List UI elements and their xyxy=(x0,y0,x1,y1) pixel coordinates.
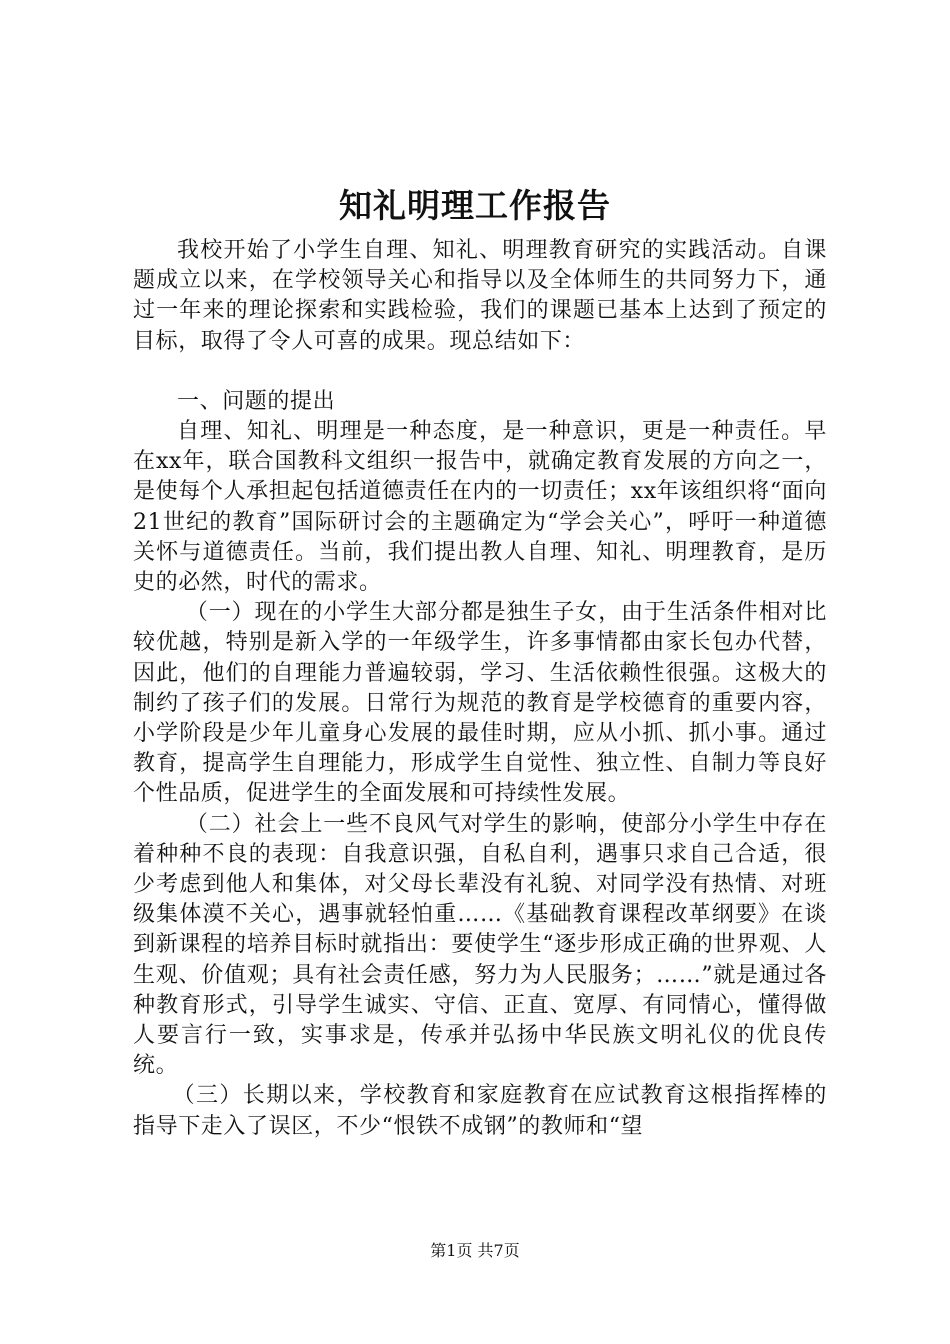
section-heading-problem: 一、问题的提出 xyxy=(177,388,336,414)
paragraph-point-one: （一）现在的小学生大部分都是独生子女，由于生活条件相对比较优越，特别是新入学的一年级学生，许多事情都由家长包办代替，因此，他们的自理能力普遍较弱，学习、生活依赖性很强。这极大的制约了孩子们的发展。日常行为规范的教育是学校德育的重要内容，小学阶段是少年儿童身心发展的最佳时期，应从小抓、抓小事。通过教育，提高学生自理能力，形成学生自觉性、独立性、自制力等良好个性品质，促进学生的全面发展和可持续性发展。 xyxy=(133,600,827,807)
document-title: 知礼明理工作报告 xyxy=(339,186,611,225)
paragraph-point-three: （三）长期以来，学校教育和家庭教育在应试教育这根指挥棒的指导下走入了误区，不少“恨铁不成钢”的教师和“望 xyxy=(133,1083,827,1139)
document-body xyxy=(133,236,827,1142)
intro-paragraph: 我校开始了小学生自理、知礼、明理教育研究的实践活动。自课题成立以来，在学校领导关心和指导以及全体师生的共同努力下，通过一年来的理论探索和实践检验，我们的课题已基本上达到了预定的目标，取得了令人可喜的成果。现总结如下： xyxy=(133,238,827,354)
paragraph-point-two: （二）社会上一些不良风气对学生的影响，使部分小学生中存在着种种不良的表现：自我意识强，自私自利，遇事只求自己合适，很少考虑到他人和集体，对父母长辈没有礼貌、对同学没有热情、对班级集体漠不关心，遇事就轻怕重……《基础教育课程改革纲要》在谈到新课程的培养目标时就指出：要使学生“逐步形成正确的世界观、人生观、价值观；具有社会责任感，努力为人民服务；……”就是通过各种教育形式，引导学生诚实、守信、正直、宽厚、有同情心，懂得做人要言行一致，实事求是，传承并弘扬中华民族文明礼仪的优良传统。 xyxy=(133,811,827,1079)
paragraph-responsibility: 自理、知礼、明理是一种态度，是一种意识，更是一种责任。早在xx年，联合国教科文组织一报告中，就确定教育发展的方向之一，是使每个人承担起包括道德责任在内的一切责任；xx年该组织将“面向21世纪的教育”国际研讨会的主题确定为“学会关心”，呼吁一种道德关怀与道德责任。当前，我们提出教人自理、知礼、明理教育，是历史的必然，时代的需求。 xyxy=(133,419,827,596)
page-footer: 第1页 共7页 xyxy=(430,1241,520,1260)
